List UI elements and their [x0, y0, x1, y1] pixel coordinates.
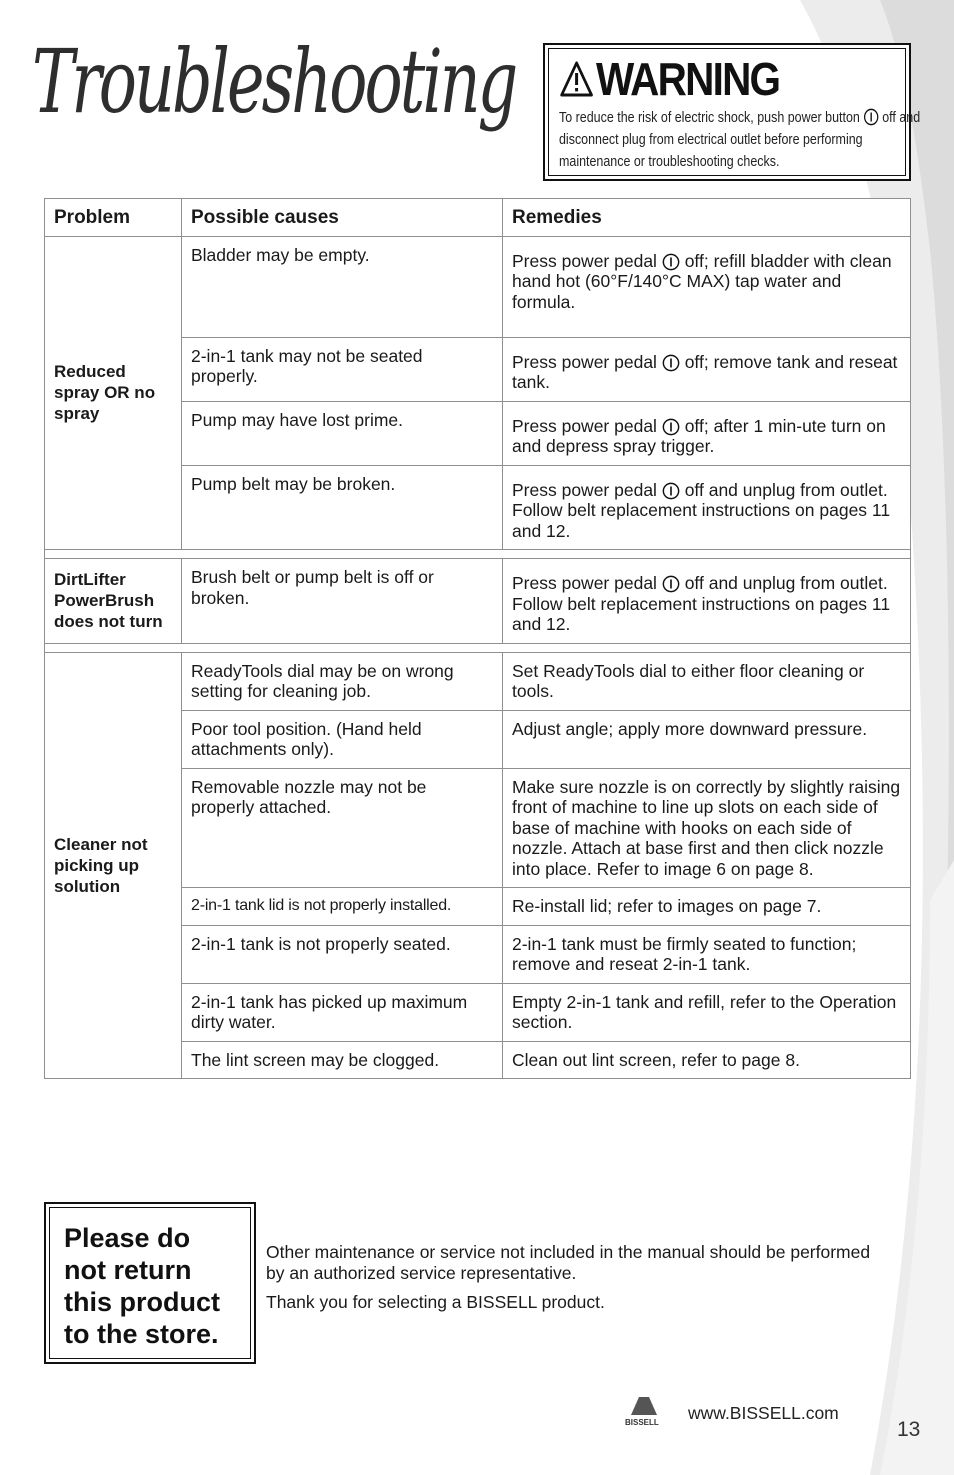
- cause-cell: The lint screen may be clogged.: [182, 1041, 503, 1079]
- remedy-cell: Press power pedal off; after 1 min-ute turn on and depress spray trigger.: [503, 401, 911, 465]
- page-number: 13: [897, 1418, 921, 1441]
- remedy-cell: Press power pedal off and unplug from outlet. Follow belt replacement instructions on pages 11 and 12.: [503, 465, 911, 550]
- warning-triangle-icon: [559, 60, 594, 98]
- cause-cell: 2-in-1 tank has picked up maximum dirty water.: [182, 983, 503, 1041]
- service-info: [266, 1242, 886, 1321]
- cause-cell: 2-in-1 tank is not properly seated.: [182, 925, 503, 983]
- header-problem: Problem: [45, 199, 182, 237]
- service-text: Other maintenance or service not included in the manual should be performed by an authorized service representative.: [266, 1242, 871, 1283]
- remedy-cell: Press power pedal off; remove tank and reseat tank.: [503, 337, 911, 401]
- power-icon: [662, 482, 680, 500]
- cause-cell: 2-in-1 tank may not be seated properly.: [182, 337, 503, 401]
- remedy-cell: Press power pedal off; refill bladder with clean hand hot (60°F/140°C MAX) tap water and formula.: [503, 236, 911, 337]
- thanks-text: Thank you for selecting a BISSELL product.: [266, 1292, 605, 1312]
- cause-cell: Pump may have lost prime.: [182, 401, 503, 465]
- remedy-cell: 2-in-1 tank must be firmly seated to function; remove and reseat 2-in-1 tank.: [503, 925, 911, 983]
- warning-text: To reduce the risk of electric shock, push power button off and disconnect plug from electrical outlet before performing maintenance or troubleshooting checks.: [559, 110, 921, 170]
- power-icon: [662, 575, 680, 593]
- table-header-row: [45, 199, 911, 237]
- remedy-cell: Set ReadyTools dial to either floor cleaning or tools.: [503, 652, 911, 710]
- table-row: [45, 559, 911, 644]
- troubleshooting-table: [44, 198, 911, 1079]
- problem-cell: Cleaner not picking up solution: [45, 652, 182, 1079]
- remedy-cell: Make sure nozzle is on correctly by slightly raising front of machine to line up slots on each side of base of machine with hooks on each side of nozzle. Attach at base first and then click nozzle into place. Refer to image 6 on page 8.: [503, 768, 911, 888]
- remedy-cell: Adjust angle; apply more downward pressure.: [503, 710, 911, 768]
- power-icon: [863, 108, 878, 126]
- cause-cell: Brush belt or pump belt is off or broken.: [182, 559, 503, 644]
- page-title: Troubleshooting: [32, 30, 516, 133]
- remedy-cell: Press power pedal off and unplug from outlet. Follow belt replacement instructions on pages 11 and 12.: [503, 559, 911, 644]
- remedy-cell: Re-install lid; refer to images on page 7.: [503, 888, 911, 926]
- cause-cell: Bladder may be empty.: [182, 236, 503, 337]
- warning-heading: WARNING: [559, 55, 855, 103]
- cause-cell: Removable nozzle may not be properly attached.: [182, 768, 503, 888]
- table-row: [45, 236, 911, 337]
- power-icon: [662, 253, 680, 271]
- cause-cell: 2-in-1 tank lid is not properly installed.: [182, 888, 503, 926]
- remedy-cell: Empty 2-in-1 tank and refill, refer to the Operation section.: [503, 983, 911, 1041]
- power-icon: [662, 418, 680, 436]
- cause-cell: ReadyTools dial may be on wrong setting for cleaning job.: [182, 652, 503, 710]
- problem-cell: Reduced spray OR no spray: [45, 236, 182, 550]
- table-spacer: [45, 550, 911, 559]
- remedy-cell: Clean out lint screen, refer to page 8.: [503, 1041, 911, 1079]
- store-notice: Please do not return this product to the store.: [64, 1223, 220, 1349]
- power-icon: [662, 354, 680, 372]
- warning-box: [543, 43, 921, 181]
- table-spacer: [45, 643, 911, 652]
- bissell-logo-icon: [625, 1395, 669, 1427]
- table-row: [45, 652, 911, 710]
- header-causes: Possible causes: [182, 199, 503, 237]
- problem-cell: DirtLifter PowerBrush does not turn: [45, 559, 182, 644]
- website-link[interactable]: www.BISSELL.com: [688, 1403, 839, 1423]
- svg-text:BISSELL: BISSELL: [625, 1418, 659, 1427]
- cause-cell: Pump belt may be broken.: [182, 465, 503, 550]
- cause-cell: Poor tool position. (Hand held attachments only).: [182, 710, 503, 768]
- header-remedies: Remedies: [503, 199, 911, 237]
- store-notice-box: [44, 1202, 256, 1364]
